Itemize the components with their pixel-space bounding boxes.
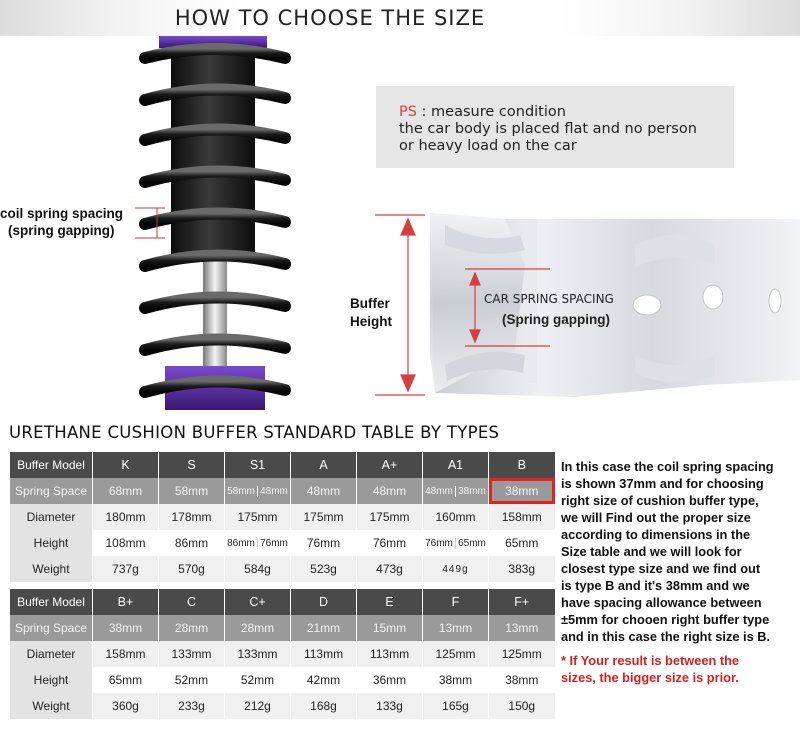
table-cell: 449g bbox=[423, 556, 489, 582]
table-cell: 68mm bbox=[93, 478, 159, 504]
table-cell: 383g bbox=[489, 556, 555, 582]
table-cell: 150g bbox=[489, 693, 555, 719]
row-header: Spring Space bbox=[10, 615, 93, 641]
row-header: Buffer Model bbox=[10, 452, 93, 478]
table-cell: 15mm bbox=[357, 615, 423, 641]
spring-gapping-label: (Spring gapping) bbox=[502, 312, 610, 327]
table-cell: 38mm bbox=[423, 667, 489, 693]
table-cell: 737g bbox=[93, 556, 159, 582]
model-cell: S bbox=[159, 452, 225, 478]
model-cell: F+ bbox=[489, 589, 555, 615]
table-cell: 212g bbox=[225, 693, 291, 719]
split-value: 86mm bbox=[227, 537, 255, 549]
size-table-2 bbox=[9, 589, 555, 719]
table-cell: 113mm bbox=[291, 641, 357, 667]
coil-label-line1: coil spring spacing bbox=[0, 206, 124, 221]
table-row bbox=[10, 641, 555, 667]
table-cell: 175mm bbox=[225, 504, 291, 530]
table-cell: 13mm bbox=[423, 615, 489, 641]
section-title: URETHANE CUSHION BUFFER STANDARD TABLE BY TYPES bbox=[9, 423, 500, 442]
ps-line3: or heavy load on the car bbox=[399, 138, 577, 154]
table-cell: 65mm bbox=[93, 667, 159, 693]
table-cell: 113mm bbox=[357, 641, 423, 667]
table-cell: 48mm bbox=[357, 478, 423, 504]
table-cell: 42mm bbox=[291, 667, 357, 693]
table-cell: 36mm bbox=[357, 667, 423, 693]
table-cell: 158mm bbox=[93, 641, 159, 667]
size-note: * If Your result is between the sizes, the bigger size is prior. bbox=[561, 653, 740, 685]
table-cell: 180mm bbox=[93, 504, 159, 530]
highlighted-cell: 38mm bbox=[489, 478, 555, 504]
model-cell: A bbox=[291, 452, 357, 478]
table-row bbox=[10, 556, 555, 582]
table-cell: 65mm bbox=[489, 530, 555, 556]
table-row bbox=[10, 452, 555, 478]
split-value: 48mm bbox=[257, 486, 290, 497]
size-table-1 bbox=[9, 452, 555, 582]
table-cell: 523g bbox=[291, 556, 357, 582]
table-cell: 473g bbox=[357, 556, 423, 582]
ps-label: PS bbox=[399, 104, 417, 120]
row-header: Weight bbox=[10, 556, 93, 582]
ps-condition: : measure condition bbox=[416, 104, 566, 120]
table-cell: 158mm bbox=[489, 504, 555, 530]
table-cell: 133mm bbox=[159, 641, 225, 667]
table-cell: 125mm bbox=[423, 641, 489, 667]
table-cell: 28mm bbox=[159, 615, 225, 641]
explanation-text bbox=[561, 458, 800, 645]
model-cell: A+ bbox=[357, 452, 423, 478]
explanation-paragraph: In this case the coil spring spacing is shown 37mm and for choosing right size of cushion buffer type, we will Find out the proper size according to dimensions in the Size table and we will look for closest type size and we find out is type B and it's 38mm and we have spacing allowance between ±5mm for chooen right buffer type and in this case the right size is B. bbox=[561, 459, 774, 644]
table-cell: 233g bbox=[159, 693, 225, 719]
table-cell: 178mm bbox=[159, 504, 225, 530]
split-value: 76mm bbox=[257, 538, 290, 549]
split-value: 76mm bbox=[425, 537, 453, 549]
row-header: Height bbox=[10, 667, 93, 693]
table-row bbox=[10, 667, 555, 693]
car-spring-spacing-label: CAR SPRING SPACING bbox=[484, 292, 614, 306]
table-cell: 125mm bbox=[489, 641, 555, 667]
model-cell: B bbox=[489, 452, 555, 478]
table-cell: 38mm bbox=[93, 615, 159, 641]
table-cell: 86mm bbox=[159, 530, 225, 556]
model-cell: B+ bbox=[93, 589, 159, 615]
model-cell: F bbox=[423, 589, 489, 615]
table-cell-split bbox=[423, 478, 489, 504]
buffer-label-line2: Height bbox=[350, 314, 392, 329]
row-header: Height bbox=[10, 530, 93, 556]
table-cell: 21mm bbox=[291, 615, 357, 641]
page-header bbox=[0, 0, 800, 36]
buffer-height-label bbox=[350, 295, 408, 331]
table-row bbox=[10, 693, 555, 719]
table-cell: 52mm bbox=[159, 667, 225, 693]
ps-line2: the car body is placed flat and no person bbox=[399, 121, 697, 137]
table-cell: 160mm bbox=[423, 504, 489, 530]
table-cell: 52mm bbox=[225, 667, 291, 693]
table-row bbox=[10, 530, 555, 556]
table-cell: 168g bbox=[291, 693, 357, 719]
table-cell: 165g bbox=[423, 693, 489, 719]
split-value: 65mm bbox=[455, 538, 488, 549]
row-header: Diameter bbox=[10, 504, 93, 530]
buffer-label-line1: Buffer bbox=[350, 296, 390, 311]
measure-condition-note bbox=[376, 86, 734, 168]
table-cell-split bbox=[423, 530, 489, 556]
model-cell: S1 bbox=[225, 452, 291, 478]
model-cell: C bbox=[159, 589, 225, 615]
model-cell: E bbox=[357, 589, 423, 615]
table-cell: 13mm bbox=[489, 615, 555, 641]
table-row bbox=[10, 478, 555, 504]
table-cell: 58mm bbox=[159, 478, 225, 504]
model-cell: C+ bbox=[225, 589, 291, 615]
table-cell: 28mm bbox=[225, 615, 291, 641]
table-cell-split bbox=[225, 530, 291, 556]
table-cell: 133mm bbox=[225, 641, 291, 667]
table-cell: 584g bbox=[225, 556, 291, 582]
split-value: 38mm bbox=[455, 486, 488, 497]
table-cell: 76mm bbox=[291, 530, 357, 556]
table-cell: 108mm bbox=[93, 530, 159, 556]
page-title: HOW TO CHOOSE THE SIZE bbox=[174, 6, 486, 30]
table-cell-split bbox=[225, 478, 291, 504]
table-row bbox=[10, 615, 555, 641]
table-row bbox=[10, 504, 555, 530]
coil-spring-spacing-label bbox=[0, 205, 135, 239]
table-row bbox=[10, 589, 555, 615]
split-value: 58mm bbox=[227, 485, 255, 497]
model-cell: K bbox=[93, 452, 159, 478]
coil-label-line2: (spring gapping) bbox=[8, 223, 115, 238]
table-cell: 175mm bbox=[291, 504, 357, 530]
row-header: Diameter bbox=[10, 641, 93, 667]
table-cell: 570g bbox=[159, 556, 225, 582]
table-cell: 48mm bbox=[291, 478, 357, 504]
model-cell: A1 bbox=[423, 452, 489, 478]
table-cell: 76mm bbox=[357, 530, 423, 556]
table-cell: 133g bbox=[357, 693, 423, 719]
model-cell: D bbox=[291, 589, 357, 615]
table-cell: 175mm bbox=[357, 504, 423, 530]
row-header: Buffer Model bbox=[10, 589, 93, 615]
split-value: 48mm bbox=[425, 485, 453, 497]
shock-absorber-photo bbox=[135, 36, 295, 410]
row-header: Weight bbox=[10, 693, 93, 719]
table-cell: 360g bbox=[93, 693, 159, 719]
table-cell: 38mm bbox=[489, 667, 555, 693]
row-header: Spring Space bbox=[10, 478, 93, 504]
